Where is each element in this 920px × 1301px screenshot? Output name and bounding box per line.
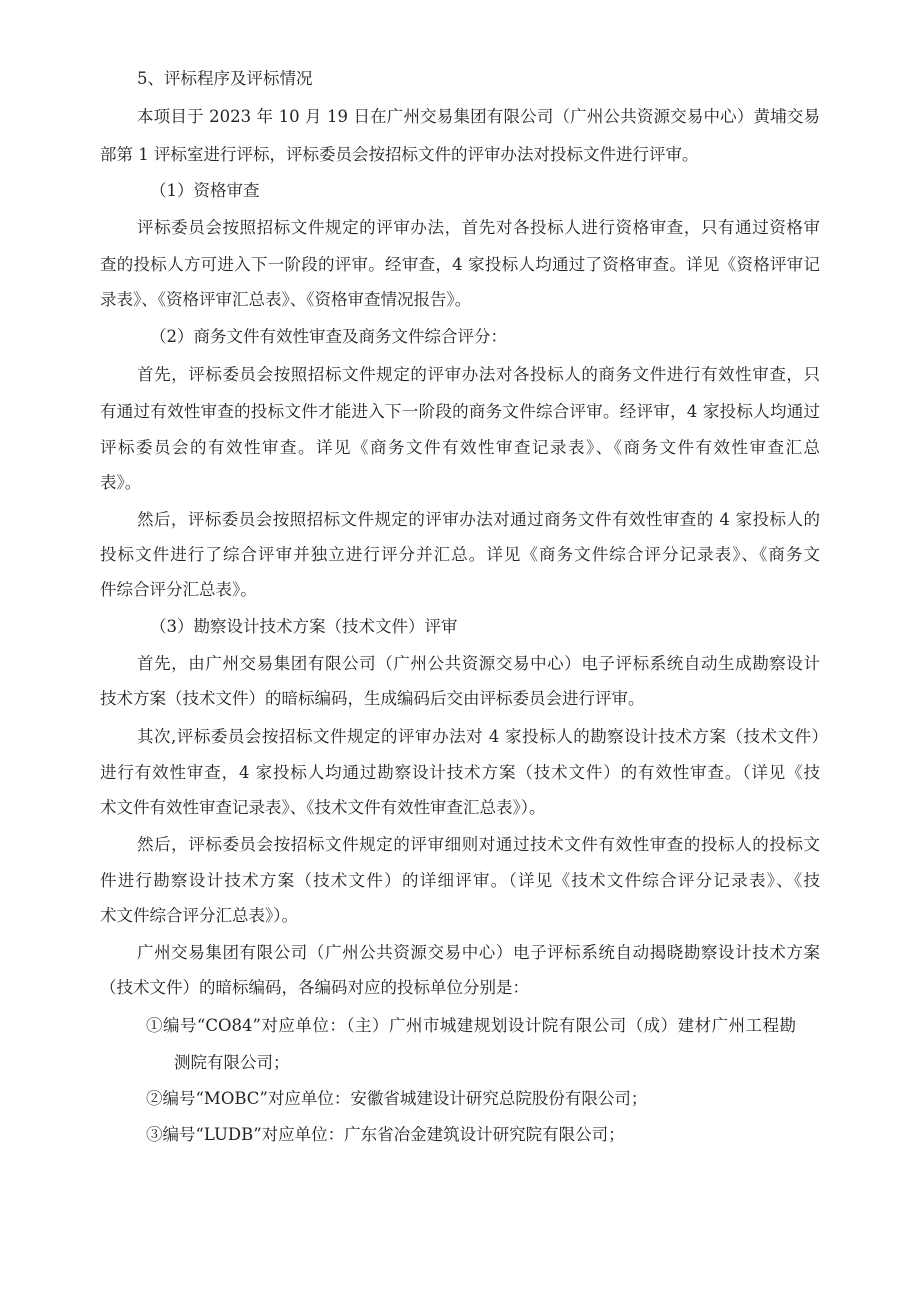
code-item: ②编号“MOBC”对应单位：安徽省城建设计研究总院股份有限公司；: [146, 1089, 648, 1108]
code-item: ①编号“CO84”对应单位：（主）广州市城建规划设计院有限公司（成）建材广州工程勘: [146, 1016, 796, 1035]
paragraph-line: （技术文件）的暗标编码，各编码对应的投标单位分别是：: [100, 978, 529, 997]
paragraph-line: 评标委员会的有效性审查。详见《商务文件有效性审查记录表》、《商务文件有效性审查汇总: [100, 438, 820, 457]
paragraph-line: 然后，评标委员会按招标文件规定的评审细则对通过技术文件有效性审查的投标人的投标文: [137, 835, 820, 854]
paragraph-line: 首先，由广州交易集团有限公司（广州公共资源交易中心）电子评标系统自动生成勘察设计: [137, 654, 820, 673]
intro-line: 部第 1 评标室进行评标，评标委员会按招标文件的评审办法对投标文件进行评审。: [100, 145, 699, 164]
paragraph-line: 首先，评标委员会按照招标文件规定的评审办法对各投标人的商务文件进行有效性审查，只: [137, 365, 820, 384]
paragraph-line: 术文件综合评分汇总表》）。: [100, 906, 298, 925]
subsection-heading-3: （3）勘察设计技术方案（技术文件）评审: [150, 617, 458, 636]
paragraph-line: 其次,评标委员会按招标文件规定的评审办法对 4 家投标人的勘察设计技术方案（技术文件）: [137, 727, 828, 746]
paragraph-line: 进行有效性审查，4 家投标人均通过勘察设计技术方案（技术文件）的有效性审查。（详见《技: [100, 763, 820, 782]
section-title: 5、评标程序及评标情况: [137, 69, 313, 88]
code-item: ③编号“LUDB”对应单位：广东省冶金建筑设计研究院有限公司；: [146, 1125, 625, 1144]
paragraph-line: 件进行勘察设计技术方案（技术文件）的详细评审。（详见《技术文件综合评分记录表》、《技: [100, 871, 820, 890]
paragraph-line: 投标文件进行了综合评审并独立进行评分并汇总。详见《商务文件综合评分记录表》、《商务文: [100, 545, 820, 564]
paragraph-line: 录表》、《资格评审汇总表》、《资格审查情况报告》。: [100, 290, 472, 309]
paragraph-line: 术文件有效性审查记录表》、《技术文件有效性审查汇总表》）。: [100, 798, 546, 817]
paragraph-line: 然后，评标委员会按照招标文件规定的评审办法对通过商务文件有效性审查的 4 家投标人的: [137, 510, 820, 529]
paragraph-line: 表》。: [100, 473, 142, 492]
paragraph-line: 件综合评分汇总表》。: [100, 580, 257, 599]
paragraph-line: 技术方案（技术文件）的暗标编码，生成编码后交由评标委员会进行评审。: [100, 689, 645, 708]
code-item-continuation: 测院有限公司；: [174, 1053, 290, 1072]
subsection-heading-2: （2）商务文件有效性审查及商务文件综合评分：: [150, 327, 507, 346]
subsection-heading-1: （1）资格审查: [150, 181, 260, 200]
paragraph-line: 有通过有效性审查的投标文件才能进入下一阶段的商务文件综合评审。经评审，4 家投标人均通过: [100, 402, 820, 421]
paragraph-line: 广州交易集团有限公司（广州公共资源交易中心）电子评标系统自动揭晓勘察设计技术方案: [137, 943, 820, 962]
intro-line: 本项目于 2023 年 10 月 19 日在广州交易集团有限公司（广州公共资源交易中心）黄埔交易: [137, 107, 820, 126]
paragraph-line: 查的投标人方可进入下一阶段的评审。经审查，4 家投标人均通过了资格审查。详见《资格评审记: [100, 255, 820, 274]
paragraph-line: 评标委员会按照招标文件规定的评审办法，首先对各投标人进行资格审查，只有通过资格审: [137, 218, 820, 237]
